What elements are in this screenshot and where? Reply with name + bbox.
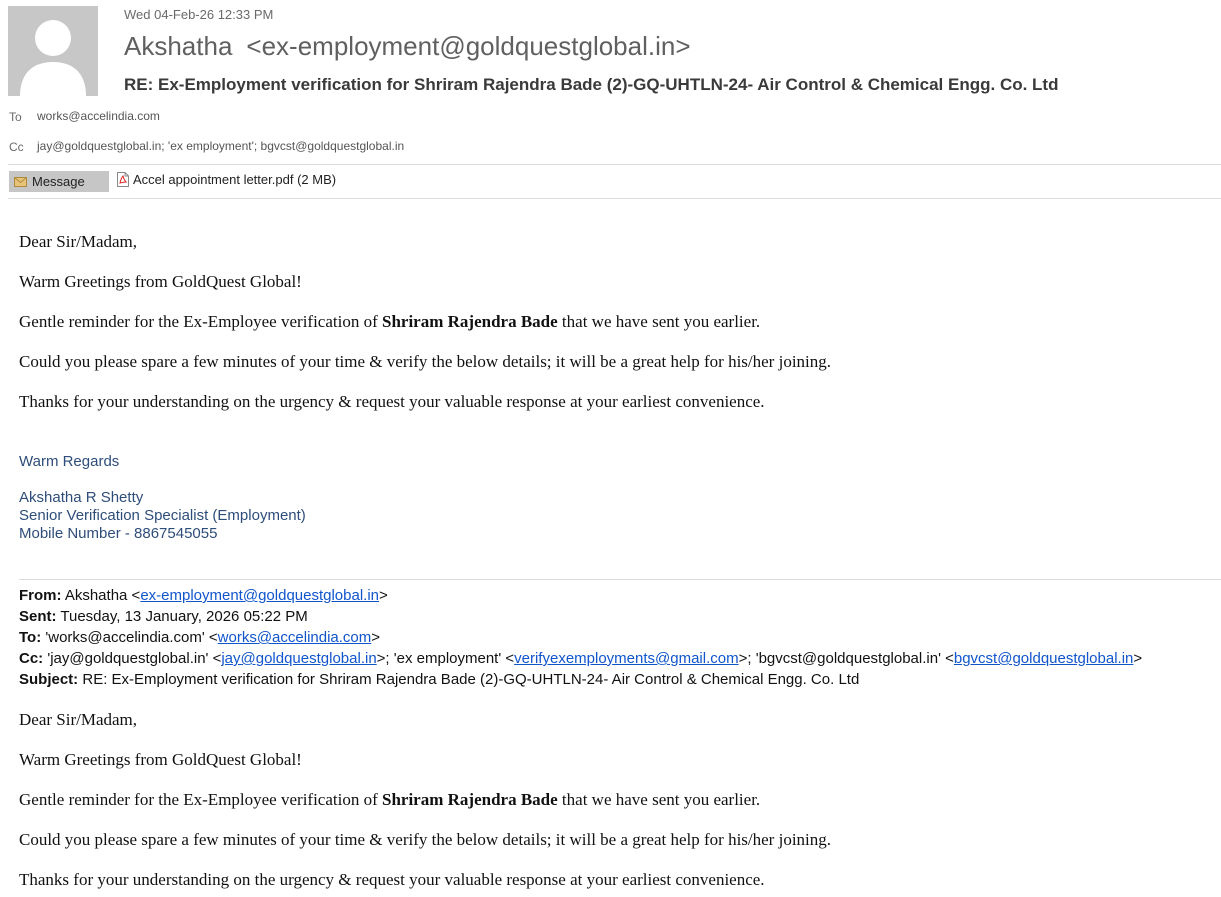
quoted-candidate-name: Shriram Rajendra Bade	[382, 790, 558, 809]
quoted-subject-text: RE: Ex-Employment verification for Shriram Rajendra Bade (2)-GQ-UHTLN-24- Air Control & Chemical Engg. Co. Ltd	[78, 671, 860, 688]
header-divider	[8, 164, 1221, 165]
quoted-body-line-reminder-pre: Gentle reminder for the Ex-Employee verification of	[19, 790, 382, 809]
sender[interactable]	[124, 31, 691, 62]
signature-mobile: Mobile Number - 8867545055	[19, 525, 218, 542]
to-label: To	[9, 110, 22, 124]
body-line-reminder-pre: Gentle reminder for the Ex-Employee verification of	[19, 312, 382, 331]
quoted-subject	[19, 671, 859, 688]
quoted-to-label: To:	[19, 629, 42, 646]
quoted-cc-link-2[interactable]: verifyexemployments@gmail.com	[514, 650, 739, 667]
attachment-pdf[interactable]	[117, 172, 336, 187]
body-line-greetings: Warm Greetings from GoldQuest Global!	[19, 272, 302, 291]
quoted-from-label: From:	[19, 587, 62, 604]
signature-regards: Warm Regards	[19, 453, 120, 470]
quoted-cc	[19, 650, 1142, 667]
quoted-cc-text-2: >; 'ex employment' <	[376, 650, 515, 667]
quoted-subject-label: Subject:	[19, 671, 79, 688]
sender-name: Akshatha	[124, 31, 233, 61]
quoted-cc-link-1[interactable]: jay@goldquestglobal.in	[221, 650, 377, 667]
quoted-body-greeting: Dear Sir/Madam,	[19, 710, 138, 729]
quoted-sent	[19, 608, 308, 625]
candidate-name: Shriram Rajendra Bade	[382, 312, 558, 331]
cc-recipients[interactable]: jay@goldquestglobal.in; 'ex employment'; bgvcst@goldquestglobal.in	[37, 139, 405, 153]
quoted-cc-text-3: >; 'bgvcst@goldquestglobal.in' <	[738, 650, 954, 667]
attachment-name: Accel appointment letter.pdf	[133, 172, 294, 187]
signature-title: Senior Verification Specialist (Employment)	[19, 507, 306, 524]
body-line-thanks: Thanks for your understanding on the urgency & request your valuable response at your earliest convenience.	[19, 392, 765, 411]
quoted-body-line-reminder-post: that we have sent you earlier.	[557, 790, 761, 809]
quoted-to	[19, 629, 380, 646]
to-recipients[interactable]: works@accelindia.com	[37, 109, 160, 123]
quoted-divider	[19, 579, 1221, 580]
quoted-from-text: Akshatha <	[61, 587, 141, 604]
quoted-cc-link-3[interactable]: bgvcst@goldquestglobal.in	[953, 650, 1134, 667]
quoted-cc-label: Cc:	[19, 650, 44, 667]
quoted-cc-close: >	[1133, 650, 1143, 667]
cc-label: Cc	[9, 140, 24, 154]
body-line-reminder-post: that we have sent you earlier.	[557, 312, 761, 331]
attachment-size: (2 MB)	[297, 172, 337, 187]
quoted-body-line-reminder	[19, 790, 760, 810]
sender-address: <ex-employment@goldquestglobal.in>	[246, 31, 691, 61]
body-line-reminder	[19, 312, 760, 332]
quoted-from-close: >	[379, 587, 388, 604]
person-silhouette-icon	[8, 6, 98, 96]
quoted-cc-text-1: 'jay@goldquestglobal.in' <	[43, 650, 222, 667]
quoted-body-line-thanks: Thanks for your understanding on the urgency & request your valuable response at your earliest convenience.	[19, 870, 765, 889]
email-subject: RE: Ex-Employment verification for Shriram Rajendra Bade (2)-GQ-UHTLN-24- Air Control & Chemical Engg. Co. Ltd	[124, 75, 1059, 94]
quoted-from-link[interactable]: ex-employment@goldquestglobal.in	[140, 587, 380, 604]
quoted-to-link[interactable]: works@accelindia.com	[217, 629, 372, 646]
quoted-from	[19, 587, 388, 604]
quoted-sent-text: Tuesday, 13 January, 2026 05:22 PM	[56, 608, 308, 625]
body-line-request: Could you please spare a few minutes of your time & verify the below details; it will be a great help for his/her joining.	[19, 352, 832, 371]
message-tab-label: Message	[32, 174, 85, 189]
quoted-to-close: >	[371, 629, 381, 646]
signature-name: Akshatha R Shetty	[19, 489, 144, 506]
body-greeting: Dear Sir/Madam,	[19, 232, 138, 251]
message-tab[interactable]	[9, 171, 109, 192]
quoted-to-text: 'works@accelindia.com' <	[41, 629, 218, 646]
pdf-file-icon	[117, 172, 129, 187]
tabs-divider	[8, 198, 1221, 199]
envelope-icon	[14, 177, 27, 187]
received-date: Wed 04-Feb-26 12:33 PM	[124, 7, 274, 22]
sender-avatar	[8, 6, 98, 96]
quoted-body-line-request: Could you please spare a few minutes of your time & verify the below details; it will be a great help for his/her joining.	[19, 830, 832, 849]
quoted-body-line-greetings: Warm Greetings from GoldQuest Global!	[19, 750, 302, 769]
quoted-sent-label: Sent:	[19, 608, 57, 625]
